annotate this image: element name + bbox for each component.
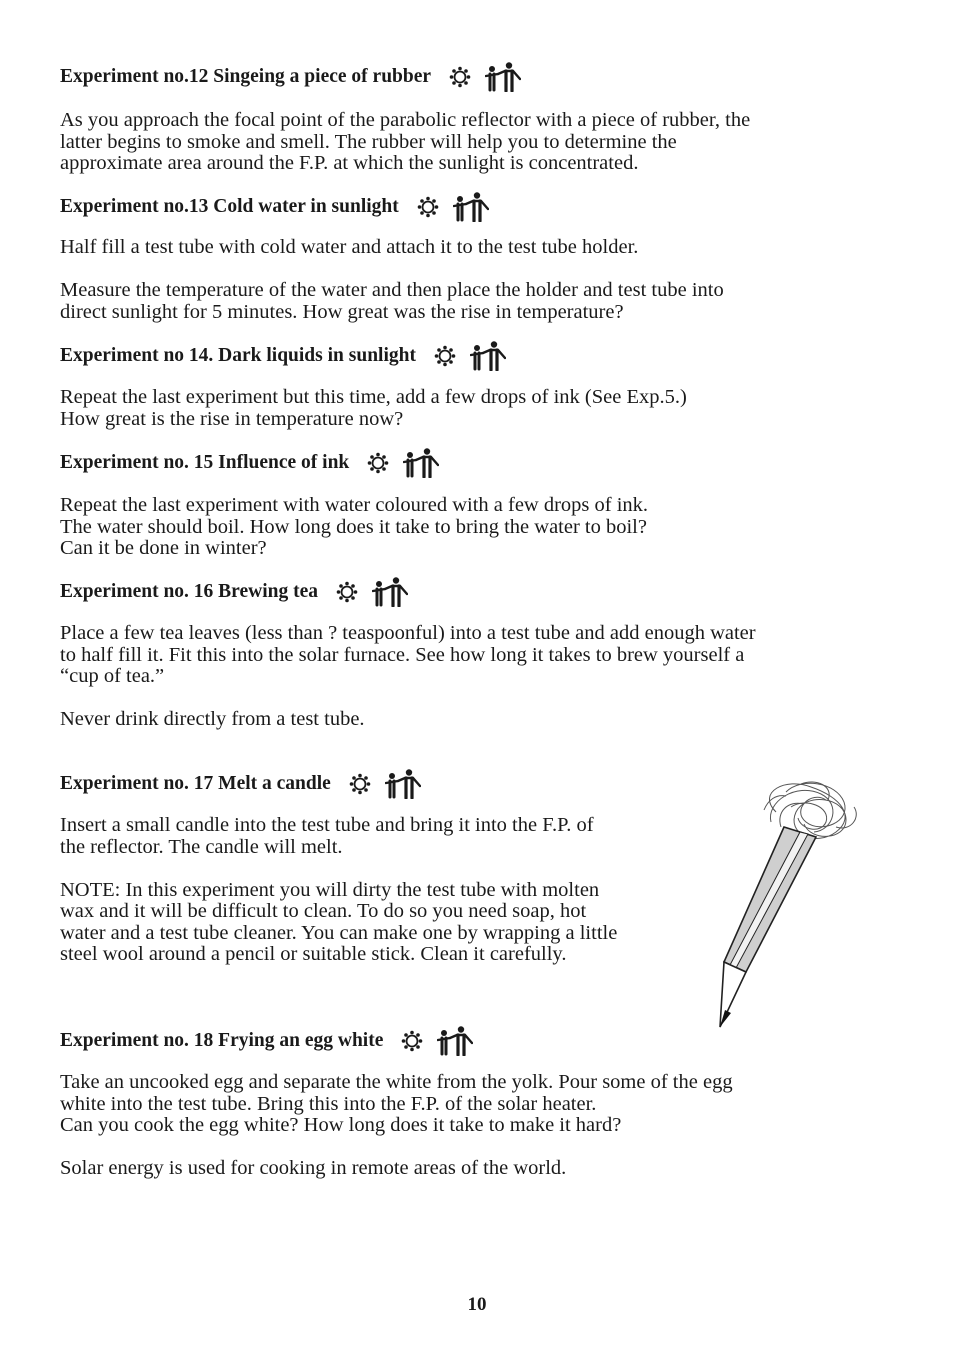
paragraph bbox=[60, 495, 880, 560]
text-line: approximate area around the F.P. at which the sunlight is concentrated. bbox=[60, 152, 639, 174]
sun-icon bbox=[349, 773, 371, 795]
icon-group bbox=[449, 62, 521, 92]
experiment-heading bbox=[60, 62, 880, 92]
paragraph bbox=[60, 387, 880, 430]
text-line: The water should boil. How long does it take to bring the water to boil? bbox=[60, 515, 647, 538]
sun-icon bbox=[417, 196, 439, 218]
experiment-title: Experiment no 14. Dark liquids in sunlight bbox=[60, 345, 416, 366]
paragraph bbox=[60, 110, 880, 175]
adult-child-icon bbox=[372, 577, 408, 607]
experiment-title: Experiment no.12 Singeing a piece of rubber bbox=[60, 66, 432, 87]
pencil-illustration bbox=[716, 772, 876, 1032]
text-line: How great is the rise in temperature now? bbox=[60, 407, 404, 430]
experiment-title: Experiment no. 16 Brewing tea bbox=[60, 581, 318, 602]
sun-icon bbox=[336, 581, 358, 603]
text-line: Place a few tea leaves (less than ? teaspoonful) into a test tube and add enough water bbox=[60, 622, 756, 644]
paragraph bbox=[60, 237, 880, 259]
experiment-13 bbox=[60, 192, 880, 323]
experiment-title: Experiment no. 15 Influence of ink bbox=[60, 452, 350, 473]
sun-icon bbox=[449, 66, 471, 88]
text-line: to half fill it. Fit this into the solar furnace. See how long it takes to brew yourself a bbox=[60, 643, 745, 666]
text-line: Insert a small candle into the test tube and bring it into the F.P. of bbox=[60, 814, 594, 836]
page-number: 10 bbox=[467, 1294, 487, 1315]
experiment-title: Experiment no. 18 Frying an egg white bbox=[60, 1030, 384, 1051]
experiment-12 bbox=[60, 62, 880, 175]
icon-group bbox=[401, 1026, 473, 1056]
experiment-18 bbox=[60, 1026, 880, 1180]
paragraph bbox=[60, 1072, 880, 1137]
text-line: Never drink directly from a test tube. bbox=[60, 708, 365, 730]
experiment-heading bbox=[60, 192, 880, 222]
text-line: white into the test tube. Bring this into the F.P. of the solar heater. bbox=[60, 1092, 597, 1115]
icon-group bbox=[434, 341, 506, 371]
experiment-16 bbox=[60, 577, 880, 731]
adult-child-icon bbox=[470, 341, 506, 371]
text-line: direct sunlight for 5 minutes. How great was the rise in temperature? bbox=[60, 300, 624, 323]
text-line: Measure the temperature of the water and then place the holder and test tube into bbox=[60, 279, 724, 301]
experiment-heading bbox=[60, 448, 880, 478]
icon-group bbox=[417, 192, 489, 222]
text-line: Take an uncooked egg and separate the white from the yolk. Pour some of the egg bbox=[60, 1071, 733, 1093]
sun-icon bbox=[401, 1030, 423, 1052]
paragraph bbox=[60, 709, 880, 731]
text-line: Can you cook the egg white? How long does it take to make it hard? bbox=[60, 1114, 622, 1136]
adult-child-icon bbox=[385, 769, 421, 799]
text-line: latter begins to smoke and smell. The rubber will help you to determine the bbox=[60, 130, 677, 153]
text-line: water and a test tube cleaner. You can make one by wrapping a little bbox=[60, 921, 618, 944]
icon-group bbox=[336, 577, 408, 607]
text-line: “cup of tea.” bbox=[60, 665, 165, 687]
paragraph bbox=[60, 1158, 880, 1180]
adult-child-icon bbox=[437, 1026, 473, 1056]
paragraph bbox=[60, 280, 880, 323]
text-line: Can it be done in winter? bbox=[60, 537, 267, 559]
experiment-title: Experiment no. 17 Melt a candle bbox=[60, 773, 331, 794]
text-line: wax and it will be difficult to clean. To do so you need soap, hot bbox=[60, 900, 587, 922]
text-line: steel wool around a pencil or suitable stick. Clean it carefully. bbox=[60, 943, 567, 965]
experiment-14 bbox=[60, 341, 880, 430]
experiment-heading bbox=[60, 577, 880, 607]
steel-wool-scribble bbox=[764, 782, 856, 838]
icon-group bbox=[367, 448, 439, 478]
experiment-15 bbox=[60, 448, 880, 560]
text-line: As you approach the focal point of the parabolic reflector with a piece of rubber, the bbox=[60, 109, 751, 131]
adult-child-icon bbox=[403, 448, 439, 478]
text-line: Half fill a test tube with cold water and attach it to the test tube holder. bbox=[60, 236, 639, 258]
experiment-heading bbox=[60, 1026, 880, 1056]
experiment-heading bbox=[60, 341, 880, 371]
adult-child-icon bbox=[485, 62, 521, 92]
experiment-title: Experiment no.13 Cold water in sunlight bbox=[60, 196, 399, 217]
text-line: NOTE: In this experiment you will dirty the test tube with molten bbox=[60, 878, 600, 901]
text-line: Solar energy is used for cooking in remote areas of the world. bbox=[60, 1157, 567, 1179]
text-line: Repeat the last experiment with water coloured with a few drops of ink. bbox=[60, 494, 649, 516]
sun-icon bbox=[367, 452, 389, 474]
paragraph bbox=[60, 623, 880, 688]
text-line: the reflector. The candle will melt. bbox=[60, 835, 343, 858]
pencil-body bbox=[720, 827, 816, 1027]
adult-child-icon bbox=[453, 192, 489, 222]
icon-group bbox=[349, 769, 421, 799]
text-line: Repeat the last experiment but this time, add a few drops of ink (See Exp.5.) bbox=[60, 386, 687, 408]
sun-icon bbox=[434, 345, 456, 367]
